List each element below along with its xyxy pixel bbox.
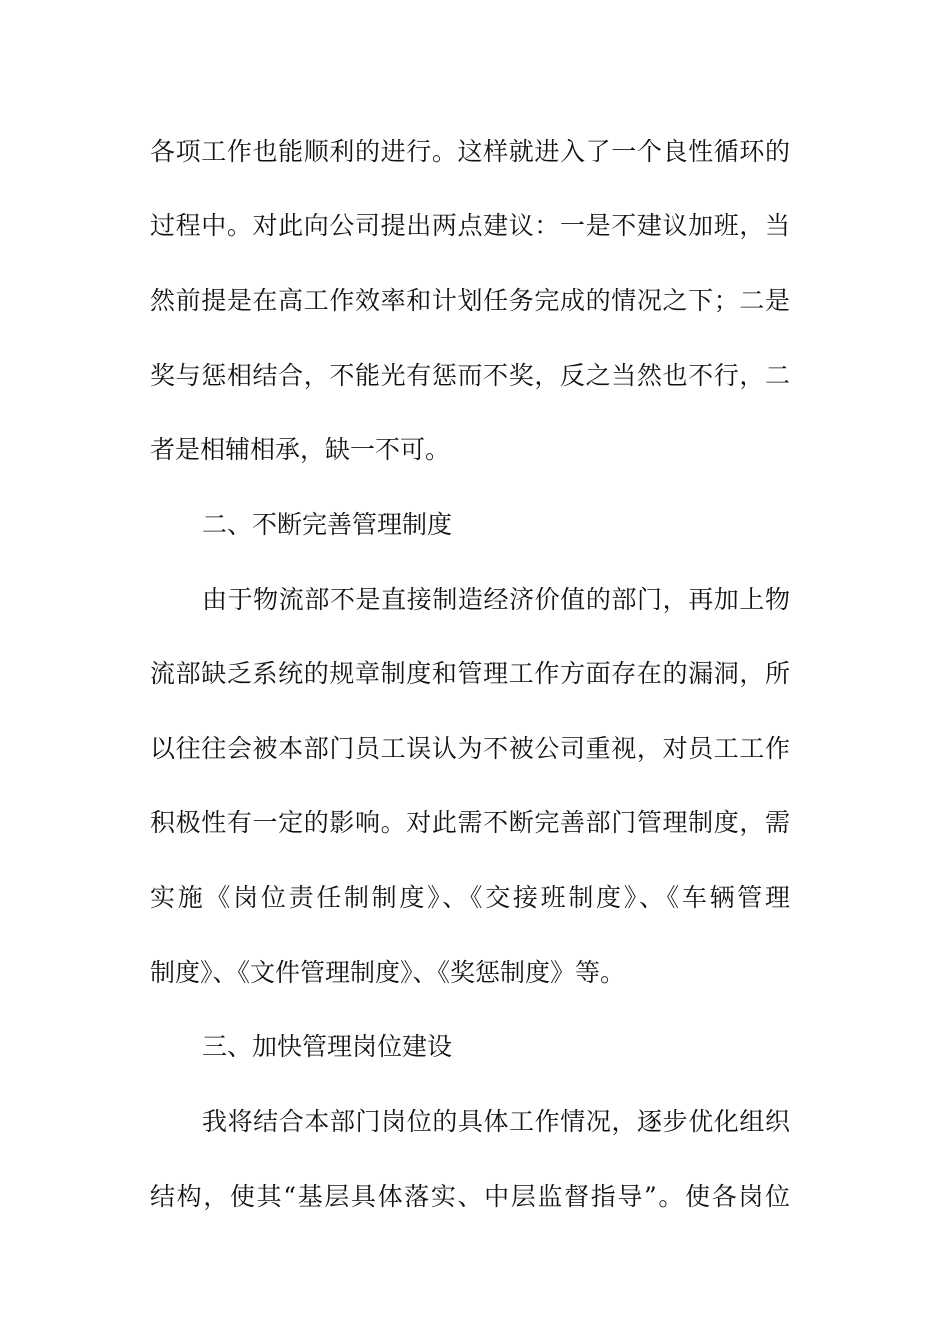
body-text-line: 各项工作也能顺利的进行。这样就进入了一个良性循环的 — [150, 137, 790, 166]
body-text-line: 奖与惩相结合，不能光有惩而不奖，反之当然也不行，二 — [150, 361, 790, 390]
body-text-line: 过程中。对此向公司提出两点建议：一是不建议加班，当 — [150, 211, 790, 240]
body-text-line: 者是相辅相承，缺一不可。 — [150, 435, 451, 464]
body-text-line: 结构，使其“基层具体落实、中层监督指导”。使各岗位 — [150, 1182, 790, 1211]
body-text-line: 我将结合本部门岗位的具体工作情况，逐步优化组织 — [202, 1107, 790, 1136]
body-text-line: 由于物流部不是直接制造经济价值的部门，再加上物 — [202, 585, 790, 614]
section-heading: 三、加快管理岗位建设 — [202, 1032, 453, 1061]
body-text-line: 流部缺乏系统的规章制度和管理工作方面存在的漏洞，所 — [150, 659, 790, 688]
body-text-line: 实施《岗位责任制制度》、《交接班制度》、《车辆管理 — [150, 883, 790, 912]
body-text-line: 积极性有一定的影响。对此需不断完善部门管理制度，需 — [150, 808, 790, 837]
body-text-line: 制度》、《文件管理制度》、《奖惩制度》等。 — [150, 958, 626, 987]
section-heading: 二、不断完善管理制度 — [202, 510, 453, 539]
body-text-line: 以往往会被本部门员工误认为不被公司重视，对员工工作 — [150, 734, 790, 763]
body-text-line: 然前提是在高工作效率和计划任务完成的情况之下；二是 — [150, 286, 790, 315]
